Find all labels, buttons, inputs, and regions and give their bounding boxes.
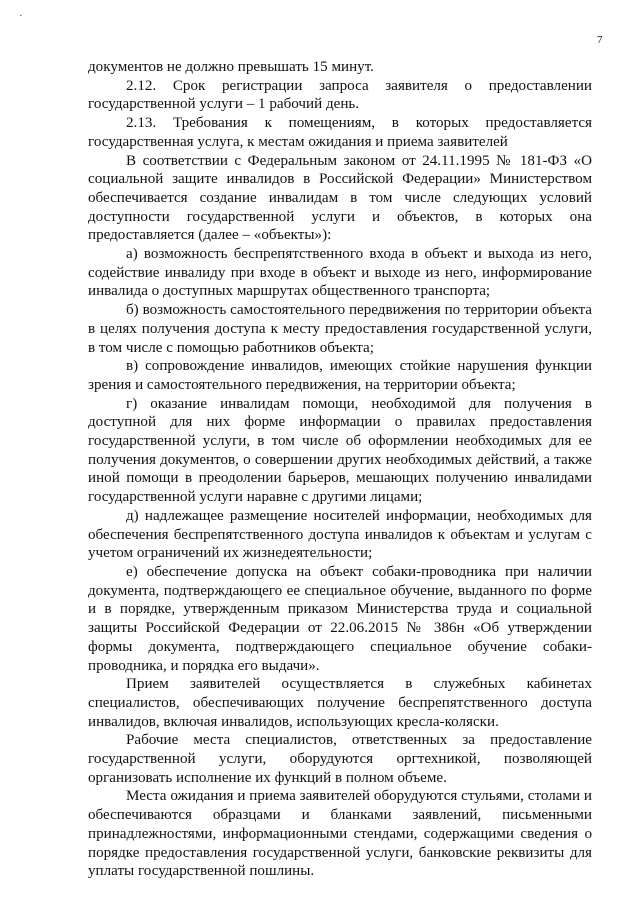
paragraph-2-12-registration-term: 2.12. Срок регистрации запроса заявителя о предоставлении государственной услуги – 1 рабочий день. — [88, 77, 592, 113]
paragraph-waiting-areas: Места ожидания и приема заявителей оборудуются стульями, столами и обеспечиваются образцами и бланками заявлений, письменными принадлежностями, информационными стендами, содержащими сведения о порядке предоставления государственной услуги, банковские реквизиты для уплаты государственной пошлины. — [88, 788, 592, 880]
page-number: 7 — [597, 34, 603, 46]
paragraph-item-a: а) возможность беспрепятственного входа в объект и выхода из него, содействие инвалиду при входе в объект и выходе из него, информирование инвалида о доступных маршрутах общественного транспорта; — [88, 246, 592, 300]
paragraph-2-13-premises-requirements: 2.13. Требования к помещениям, в которых предоставляется государственная услуга, к местам ожидания и приема заявителей — [88, 115, 592, 150]
paragraph-reception: Прием заявителей осуществляется в служебных кабинетах специалистов, обеспечивающих получение беспрепятственного доступа инвалидов, включая инвалидов, использующих кресла-коляски. — [88, 676, 592, 730]
paragraph-item-g: г) оказание инвалидам помощи, необходимой для получения в доступной для них форме информации о правилах предоставления государственной услуги, в том числе об оформлении необходимых для ее получения документов, о совершении других необходимых действий, а также иной помощи в преодолении барьеров, мешающих получению инвалидами государственной услуги наравне с другими лицами; — [88, 395, 592, 506]
paragraph-item-d: д) надлежащее размещение носителей информации, необходимых для обеспечения беспрепятственного доступа инвалидов к объектам и услугам с учетом ограничений их жизнедеятельности; — [88, 507, 592, 562]
paragraph-continuation: документов не должно превышать 15 минут. — [88, 59, 374, 75]
paragraph-item-b: б) возможность самостоятельного передвижения по территории объекта в целях получения доступа к месту предоставления государственной услуги, в том числе с помощью работников объекта; — [88, 302, 592, 356]
paragraph-item-v: в) сопровождение инвалидов, имеющих стойкие нарушения функции зрения и самостоятельного передвижения, на территории объекта; — [88, 358, 592, 393]
paragraph-workplaces: Рабочие места специалистов, ответственных за предоставление государственной услуги, оборудуются оргтехникой, позволяющей организовать исполнение их функций в полном объеме. — [88, 732, 592, 786]
document-body — [88, 58, 592, 881]
paragraph-item-e: е) обеспечение допуска на объект собаки-проводника при наличии документа, подтверждающего ее специальное обучение, выданного по форме и в порядке, утвержденным приказом Министерства труда и социальной защиты Российской Федерации от 22.06.2015 № 386н «Об утверждении формы документа, подтверждающего специальное обучение собаки-проводника, и порядка его выдачи». — [88, 563, 592, 674]
paragraph-federal-law: В соответствии с Федеральным законом от 24.11.1995 № 181-ФЗ «О социальной защите инвалидов в Российской Федерации» Министерством обеспечивается создание инвалидам в том числе следующих условий доступности государственной услуги и объектов, в которых она предоставляется (далее – «объекты»): — [88, 152, 592, 244]
scan-mark: · — [19, 10, 23, 22]
